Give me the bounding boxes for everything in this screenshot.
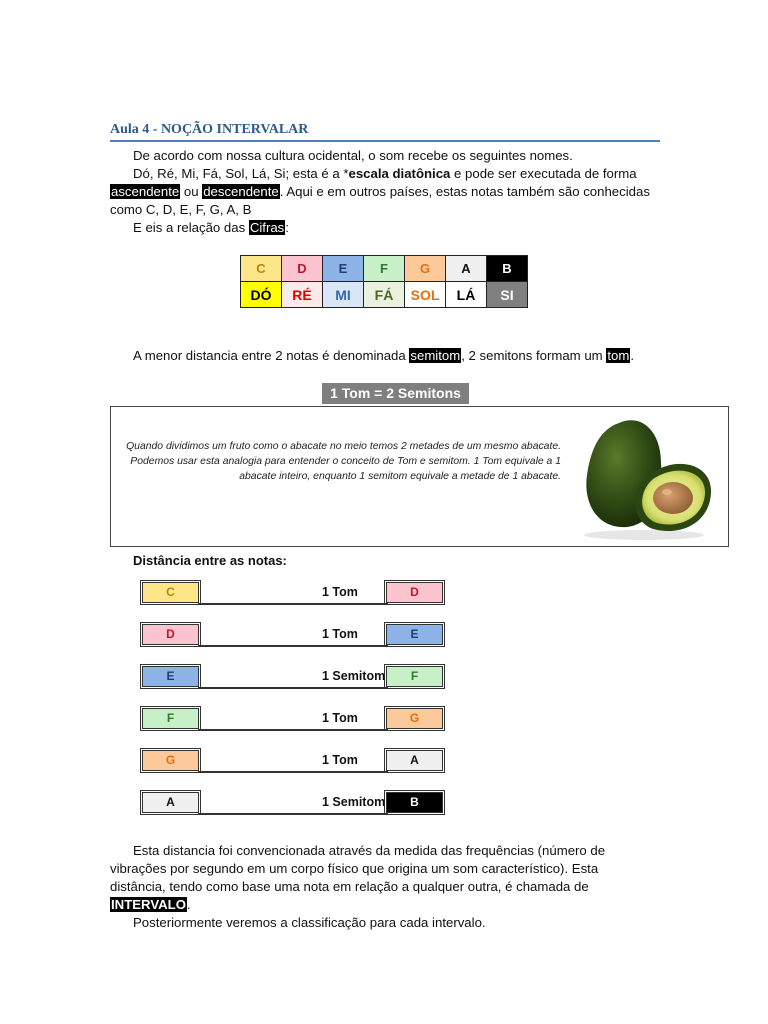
cifra-name-cell: SOL xyxy=(405,282,446,308)
lesson-heading: Aula 4 - NOÇÃO INTERVALAR xyxy=(110,122,660,142)
semitom-paragraph xyxy=(110,347,650,365)
note-box-from: C xyxy=(142,582,199,603)
interval-label: 1 Tom xyxy=(322,585,358,599)
cifra-name-cell: DÓ xyxy=(241,282,282,308)
semitom-text-b: , 2 semitons formam um xyxy=(461,348,607,363)
note-box-from: A xyxy=(142,792,199,813)
cifra-letter-cell: A xyxy=(446,256,487,282)
cifras-name-row xyxy=(241,282,528,308)
intro-line-1-text: De acordo com nossa cultura ocidental, o som recebe os seguintes nomes. xyxy=(133,148,573,163)
interval-pair xyxy=(140,708,460,732)
cifra-letter-cell: F xyxy=(364,256,405,282)
intro-paragraph xyxy=(110,147,650,237)
note-box-from: D xyxy=(142,624,199,645)
highlight-descendente: descendente xyxy=(203,184,279,199)
intro-line-5-text: E eis a relação das xyxy=(133,220,249,235)
note-box-to: E xyxy=(386,624,443,645)
highlight-semitom: semitom xyxy=(410,348,461,363)
interval-connector xyxy=(198,645,388,647)
intro-line-1 xyxy=(110,147,650,165)
note-box-to: B xyxy=(386,792,443,813)
interval-connector xyxy=(198,687,388,689)
closing-last-text: Posteriormente veremos a classificação para cada intervalo. xyxy=(133,915,486,930)
note-box-from: E xyxy=(142,666,199,687)
cifra-name-cell: LÁ xyxy=(446,282,487,308)
highlight-intervalo: INTERVALO xyxy=(111,897,186,912)
intro-line-5 xyxy=(110,219,650,237)
interval-pair xyxy=(140,750,460,774)
cifras-table xyxy=(240,255,528,308)
closing-paragraph xyxy=(110,842,650,932)
interval-connector xyxy=(198,813,388,815)
interval-pair xyxy=(140,666,460,690)
semitom-text-a: A menor distancia entre 2 notas é denominada xyxy=(133,348,410,363)
note-box-to: A xyxy=(386,750,443,771)
cifra-letter-cell: B xyxy=(487,256,528,282)
cifra-letter-cell: D xyxy=(282,256,323,282)
intro-line-5-colon: : xyxy=(285,220,289,235)
note-box-to: F xyxy=(386,666,443,687)
highlight-tom: tom xyxy=(607,348,630,363)
interval-label: 1 Tom xyxy=(322,711,358,725)
cifra-letter-cell: C xyxy=(241,256,282,282)
cifra-letter-cell: G xyxy=(405,256,446,282)
cifra-name-cell: SI xyxy=(487,282,528,308)
intro-line-2-text: Dó, Ré, Mi, Fá, Sol, Lá, Si; esta é a * xyxy=(133,166,349,181)
intro-ou: ou xyxy=(180,184,203,199)
interval-label: 1 Tom xyxy=(322,627,358,641)
intro-line-2 xyxy=(110,165,650,219)
interval-pair xyxy=(140,624,460,648)
note-box-from: G xyxy=(142,750,199,771)
cifras-letter-row xyxy=(241,256,528,282)
avocado-analogy-box xyxy=(110,406,729,547)
intro-line-2-tail: e pode ser executada de forma xyxy=(450,166,637,181)
cifra-name-cell: FÁ xyxy=(364,282,405,308)
cifra-name-cell: MI xyxy=(323,282,364,308)
tom-semitom-banner: 1 Tom = 2 Semitons xyxy=(322,383,469,404)
note-box-to: G xyxy=(386,708,443,729)
distance-title: Distância entre as notas: xyxy=(133,553,287,568)
closing-last-line xyxy=(110,914,650,932)
interval-connector xyxy=(198,771,388,773)
avocado-image xyxy=(579,411,719,543)
interval-label: 1 Semitom xyxy=(322,669,386,683)
interval-connector xyxy=(198,729,388,731)
interval-label: 1 Tom xyxy=(322,753,358,767)
cifra-letter-cell: E xyxy=(323,256,364,282)
interval-pair xyxy=(140,792,460,816)
escala-diatonica-bold: escala diatônica xyxy=(348,166,451,181)
intro-line-3-tail: . Aqui e em outros países, estas notas também são conhecidas como C, D, E, F, G, A, B xyxy=(110,184,650,217)
closing-text-a: Esta distancia foi convencionada através da medida das frequências (número de vibrações por segundo em um corpo físico que origina um som característico). Esta distância, tendo como base uma nota em relação a qualquer outra, é chamada de xyxy=(110,843,606,894)
closing-body xyxy=(110,842,650,914)
note-box-to: D xyxy=(386,582,443,603)
interval-pair xyxy=(140,582,460,606)
interval-connector xyxy=(198,603,388,605)
interval-label: 1 Semitom xyxy=(322,795,386,809)
closing-text-b: . xyxy=(186,897,191,912)
cifra-name-cell: RÉ xyxy=(282,282,323,308)
highlight-ascendente: ascendente xyxy=(111,184,180,199)
note-box-from: F xyxy=(142,708,199,729)
semitom-text-c: . xyxy=(630,348,634,363)
highlight-cifras: Cifras xyxy=(249,220,285,235)
avocado-analogy-text: Quando dividimos um fruto como o abacate no meio temos 2 metades de um mesmo abacate. Podemos usar esta analogia para entender o conceito de Tom e semitom. 1 Tom equivale a 1 abacate inteiro, enquanto 1 semitom equivale a metade de 1 abacate. xyxy=(126,441,561,482)
